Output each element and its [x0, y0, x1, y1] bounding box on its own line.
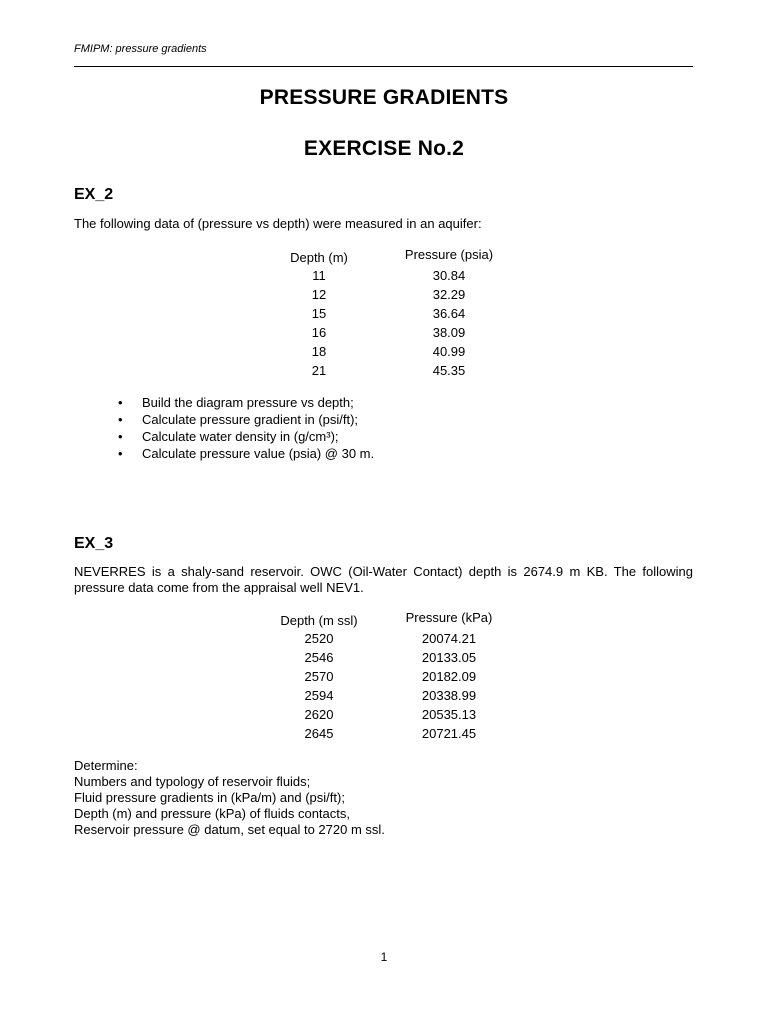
- table-cell: 2594: [304, 688, 334, 703]
- list-item: • Calculate pressure gradient in (psi/ft);: [74, 411, 374, 428]
- table-cell: 15: [311, 306, 327, 321]
- table-cell: 2645: [304, 726, 334, 741]
- table-cell: 20338.99: [421, 688, 477, 703]
- ex3-col-depth-header: Depth (m ssl): [280, 613, 358, 628]
- list-item: Depth (m) and pressure (kPa) of fluids contacts,: [74, 806, 351, 821]
- table-cell: 45.35: [432, 363, 466, 378]
- table-cell: 40.99: [432, 344, 466, 359]
- header-rule: [74, 66, 693, 67]
- table-cell: 2520: [304, 631, 334, 646]
- table-cell: 2570: [304, 669, 334, 684]
- table-cell: 21: [311, 363, 327, 378]
- table-cell: 36.64: [432, 306, 466, 321]
- list-item: Numbers and typology of reservoir fluids;: [74, 774, 311, 789]
- table-cell: 20721.45: [421, 726, 477, 741]
- table-cell: 2546: [304, 650, 334, 665]
- page-number: 1: [380, 950, 388, 964]
- table-cell: 20074.21: [421, 631, 477, 646]
- list-item: • Calculate water density in (g/cm³);: [74, 428, 374, 445]
- table-cell: 20535.13: [421, 707, 477, 722]
- determine-label: Determine:: [74, 758, 138, 773]
- ex3-intro: NEVERRES is a shaly-sand reservoir. OWC (Oil-Water Contact) depth is 2674.9 m KB. The following pressure data come from the appraisal well NEV1.: [74, 564, 693, 595]
- table-cell: 11: [312, 268, 326, 283]
- ex2-intro: The following data of (pressure vs depth) were measured in an aquifer:: [74, 216, 482, 231]
- exercise-title: EXERCISE No.2: [303, 137, 465, 160]
- list-item: • Calculate pressure value (psia) @ 30 m.: [74, 445, 374, 462]
- table-cell: 20182.09: [421, 669, 477, 684]
- table-cell: 38.09: [432, 325, 466, 340]
- running-header: FMIPM: pressure gradients: [74, 43, 207, 55]
- ex2-col-depth-header: Depth (m): [290, 250, 348, 265]
- list-item: Fluid pressure gradients in (kPa/m) and (psi/ft);: [74, 790, 345, 805]
- ex3-col-pressure-header: Pressure (kPa): [405, 610, 493, 625]
- ex2-heading: EX_2: [74, 186, 114, 203]
- table-cell: 32.29: [432, 287, 466, 302]
- table-cell: 20133.05: [421, 650, 477, 665]
- table-cell: 12: [311, 287, 327, 302]
- ex3-determine-block: [74, 758, 385, 838]
- table-cell: 18: [311, 344, 327, 359]
- table-cell: 30.84: [432, 268, 466, 283]
- ex2-task-list: [74, 394, 374, 462]
- ex2-col-pressure-header: Pressure (psia): [404, 247, 494, 262]
- list-item: • Build the diagram pressure vs depth;: [74, 394, 374, 411]
- table-cell: 2620: [304, 707, 334, 722]
- table-cell: 16: [311, 325, 327, 340]
- document-title: PRESSURE GRADIENTS: [259, 86, 509, 109]
- ex3-heading: EX_3: [74, 535, 114, 552]
- list-item: Reservoir pressure @ datum, set equal to 2720 m ssl.: [74, 822, 385, 837]
